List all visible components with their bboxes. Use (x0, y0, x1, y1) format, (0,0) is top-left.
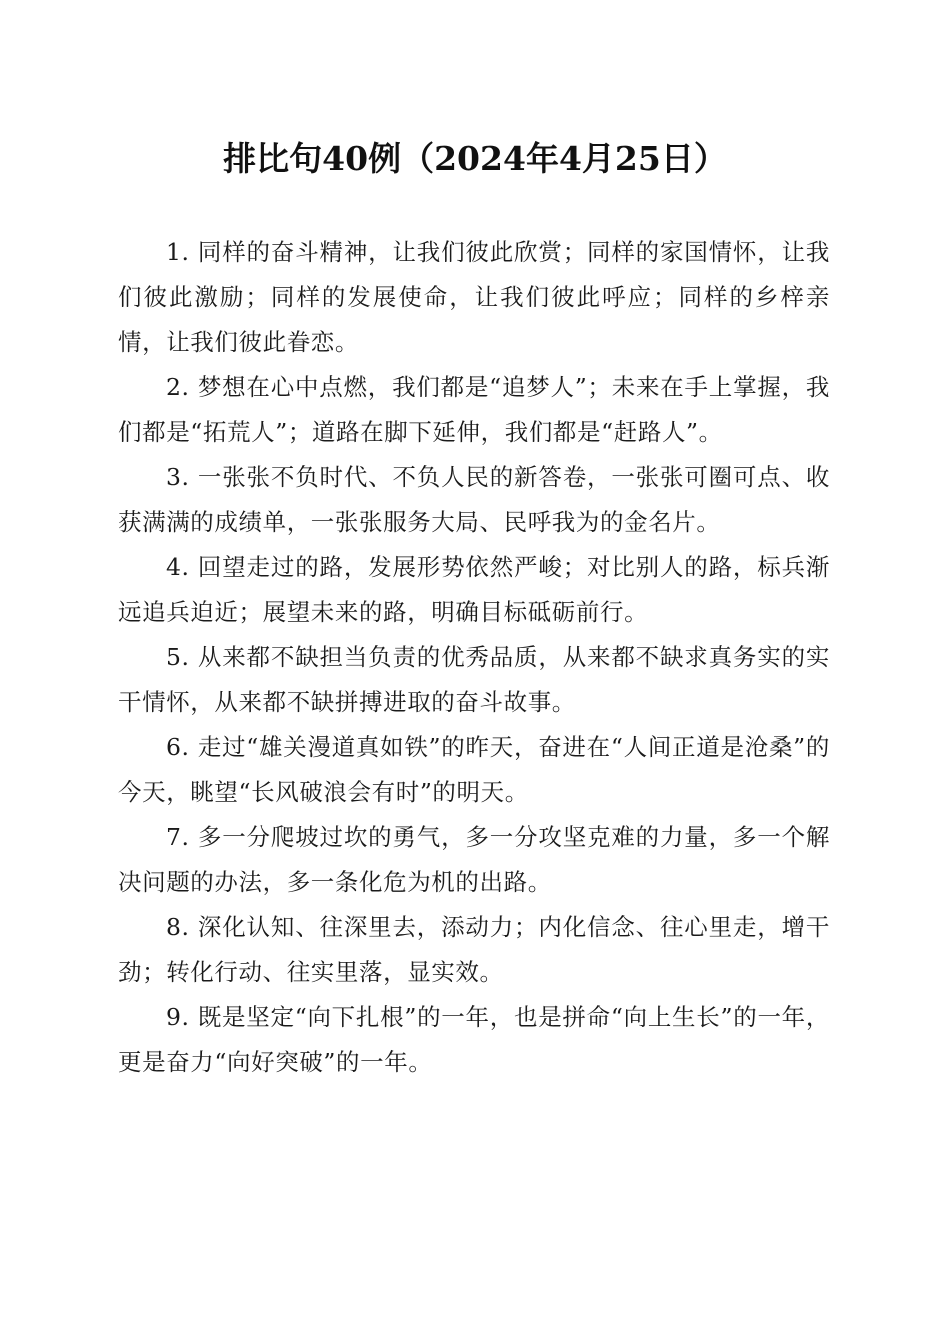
paragraph-2: 2. 梦想在心中点燃，我们都是“追梦人”；未来在手上掌握，我们都是“拓荒人”；道路在脚下延伸，我们都是“赶路人”。 (118, 373, 830, 446)
paragraph-7: 7. 多一分爬坡过坎的勇气，多一分攻坚克难的力量，多一个解决问题的办法，多一条化危为机的出路。 (118, 823, 830, 896)
document-body (118, 230, 830, 1085)
document-title: 排比句40例（2024年4月25日） (223, 139, 727, 178)
paragraph-3: 3. 一张张不负时代、不负人民的新答卷，一张张可圈可点、收获满满的成绩单，一张张服务大局、民呼我为的金名片。 (118, 463, 830, 536)
paragraph-4: 4. 回望走过的路，发展形势依然严峻；对比别人的路，标兵渐远追兵迫近；展望未来的路，明确目标砥砺前行。 (118, 553, 830, 626)
paragraph-1: 1. 同样的奋斗精神，让我们彼此欣赏；同样的家国情怀，让我们彼此激励；同样的发展使命，让我们彼此呼应；同样的乡梓亲情，让我们彼此眷恋。 (118, 238, 830, 356)
paragraph-9: 9. 既是坚定“向下扎根”的一年，也是拼命“向上生长”的一年，更是奋力“向好突破”的一年。 (118, 1003, 830, 1076)
paragraph-5: 5. 从来都不缺担当负责的优秀品质，从来都不缺求真务实的实干情怀，从来都不缺拼搏进取的奋斗故事。 (118, 643, 830, 716)
paragraph-8: 8. 深化认知、往深里去，添动力；内化信念、往心里走，增干劲；转化行动、往实里落，显实效。 (118, 913, 830, 986)
paragraph-6: 6. 走过“雄关漫道真如铁”的昨天，奋进在“人间正道是沧桑”的今天，眺望“长风破浪会有时”的明天。 (118, 733, 830, 806)
